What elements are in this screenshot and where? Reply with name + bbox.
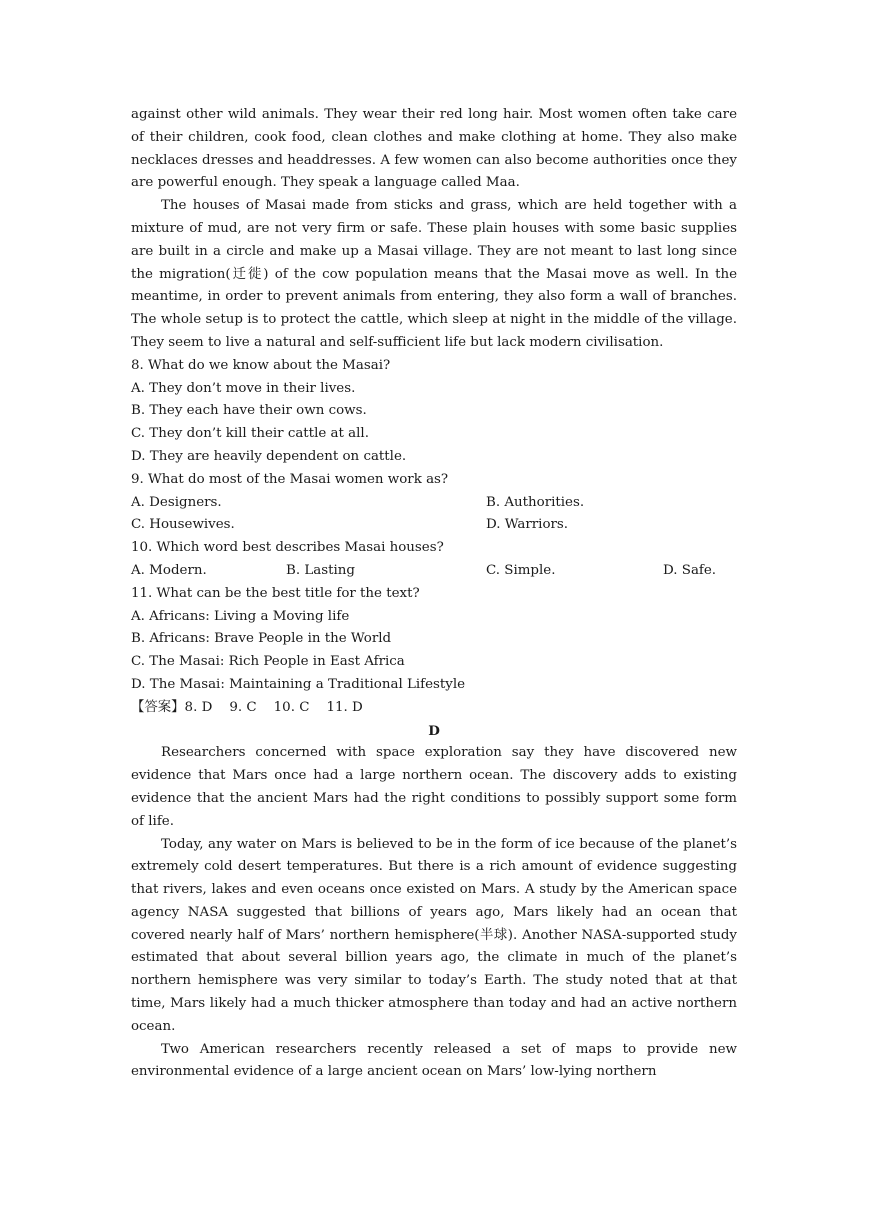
passage-paragraph: Researchers concerned with space exploration say they have discovered new evidence that Mars once had a large northern ocean. The discovery adds to existing evidence that the ancient Mars had the right conditions to possibly support some form of life. (131, 745, 737, 829)
option-a: A. Modern. (131, 562, 207, 578)
option-c: C. Simple. (486, 562, 556, 578)
option-d: D. Safe. (663, 562, 717, 578)
option-b: B. Africans: Brave People in the World (131, 631, 392, 647)
answer-key: 【答案】8. D 9. C 10. C 11. D (131, 699, 363, 715)
question-stem: 9. What do most of the Masai women work as? (131, 471, 449, 487)
option-d: D. They are heavily dependent on cattle. (131, 448, 407, 464)
question-11 (131, 583, 737, 697)
document-page (131, 104, 737, 1084)
question-10 (131, 537, 737, 583)
option-a: A. They don’t move in their lives. (131, 380, 356, 396)
section-heading: D (428, 722, 440, 739)
option-a: A. Designers. (131, 494, 222, 510)
passage-paragraph: against other wild animals. They wear their red long hair. Most women often take care of their children, cook food, clean clothes and make clothing at home. They also make necklaces dresses and headdresses. A few women can also become authorities once they are powerful enough. They speak a language called Maa. (131, 107, 737, 191)
passage-paragraph: Today, any water on Mars is believed to be in the form of ice because of the planet’s extremely cold desert temperatures. But there is a rich amount of evidence suggesting that rivers, lakes and even oceans once existed on Mars. A study by the American space agency NASA suggested that billions of years ago, Mars likely had an ocean that covered nearly half of Mars’ northern hemisphere(半球). Another NASA-supported study estimated that about several billion years ago, the climate in much of the planet’s northern hemisphere was very similar to today’s Earth. The study noted that at that time, Mars likely had a much thicker atmosphere than today and had an active northern ocean. (131, 836, 737, 1034)
option-a: A. Africans: Living a Moving life (131, 608, 350, 624)
passage-paragraph: Two American researchers recently released a set of maps to provide new environmental evidence of a large ancient ocean on Mars’ low-lying northern (131, 1041, 737, 1080)
option-b: B. They each have their own cows. (131, 403, 367, 419)
question-8 (131, 355, 737, 469)
question-stem: 8. What do we know about the Masai? (131, 357, 391, 373)
option-d: D. The Masai: Maintaining a Traditional Lifestyle (131, 676, 466, 692)
option-d: D. Warriors. (486, 517, 569, 533)
question-stem: 10. Which word best describes Masai houses? (131, 540, 444, 556)
option-b: B. Authorities. (486, 494, 585, 510)
question-9 (131, 469, 737, 537)
option-b: B. Lasting (286, 562, 355, 578)
option-c: C. They don’t kill their cattle at all. (131, 426, 369, 442)
option-c: C. The Masai: Rich People in East Africa (131, 654, 405, 670)
question-stem: 11. What can be the best title for the text? (131, 585, 420, 601)
passage-paragraph: The houses of Masai made from sticks and grass, which are held together with a mixture of mud, are not very firm or safe. These plain houses with some basic supplies are built in a circle and make up a Masai village. They are not meant to last long since the migration(迁徙) of the cow population means that the Masai move as well. In the meantime, in order to prevent animals from entering, they also form a wall of branches. The whole setup is to protect the cattle, which sleep at night in the middle of the village. They seem to live a natural and self-sufficient life but lack modern civilisation. (131, 198, 737, 350)
option-c: C. Housewives. (131, 517, 235, 533)
